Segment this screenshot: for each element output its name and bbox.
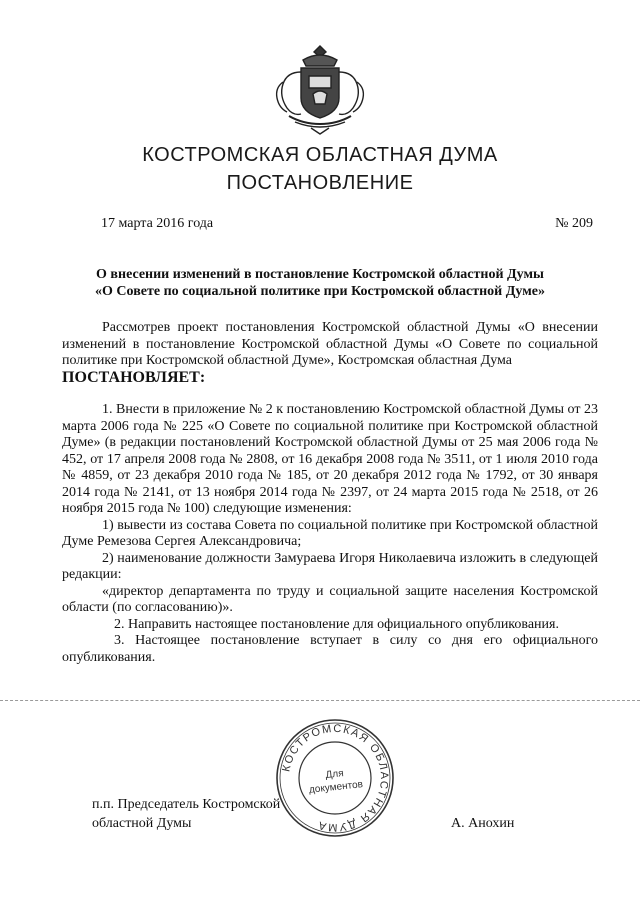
- document-heading: [60, 266, 580, 300]
- preamble-paragraph: [62, 320, 598, 370]
- stamp-ring-text: КОСТРОМСКАЯ ОБЛАСТНАЯ ДУМА: [280, 722, 391, 834]
- document-date: 17 марта 2016 года: [101, 216, 214, 231]
- stamp-center-line-2: документов: [308, 779, 364, 796]
- document-type: ПОСТАНОВЛЕНИЕ: [226, 172, 414, 194]
- subitem-2-paragraph: 2) наименование должности Замураева Игоря Николаевича изложить в следующей редакции:: [62, 550, 598, 582]
- organization-title: КОСТРОМСКАЯ ОБЛАСТНАЯ ДУМА: [142, 144, 498, 166]
- quote-paragraph: «директор департамента по труду и социальной защите населения Костромской области (по согласованию)».: [62, 583, 598, 615]
- subitem-1-paragraph: 1) вывести из состава Совета по социальной политике при Костромской областной Думе Ремезова Сергея Александровича;: [62, 517, 598, 549]
- coat-of-arms-icon: [265, 42, 375, 137]
- heading-line-1: О внесении изменений в постановление Костромской областной Думы: [96, 267, 544, 282]
- document-number: № 209: [555, 216, 593, 231]
- signer-name: А. Анохин: [451, 816, 515, 831]
- item-2-paragraph: 2. Направить настоящее постановление для официального опубликования.: [114, 616, 559, 632]
- signature-position-line-1: п.п. Председатель Костромской: [92, 797, 281, 812]
- page-divider: [0, 700, 640, 701]
- resolve-keyword: ПОСТАНОВЛЯЕТ:: [62, 368, 206, 386]
- signature-position-line-2: областной Думы: [92, 816, 192, 831]
- item-3-paragraph: 3. Настоящее постановление вступает в силу со дня его официального опубликования.: [62, 633, 598, 665]
- item-1-paragraph: 1. Внести в приложение № 2 к постановлению Костромской областной Думы от 23 марта 2006 года № 225 «О Совете по социальной политике при Костромской областной Думе» (в редакции постановлений Костромской областной Думы от 25 мая 2006 года № 452, от 17 апреля 2008 года № 2808, от 16 декабря 2008 года № 3511, от 1 июля 2010 года № 4859, от 23 декабря 2010 года № 185, от 20 декабря 2012 года № 1792, от 30 января 2014 года № 2141, от 13 ноября 2014 года № 2397, от 24 марта 2015 года № 2518, от 26 ноября 2015 года № 100) следующие изменения:: [62, 402, 598, 516]
- preamble-text: Рассмотрев проект постановления Костромской областной Думы «О внесении изменений в постановление Костромской областной Думы «О Совете по социальной политике при Костромской областной Думе», Костромская областная Дума: [62, 320, 598, 368]
- heading-line-2: «О Совете по социальной политике при Костромской областной Думе»: [95, 284, 545, 299]
- document-body: [62, 320, 598, 666]
- official-stamp: [274, 717, 396, 839]
- stamp-center-line-1: Для: [325, 768, 345, 781]
